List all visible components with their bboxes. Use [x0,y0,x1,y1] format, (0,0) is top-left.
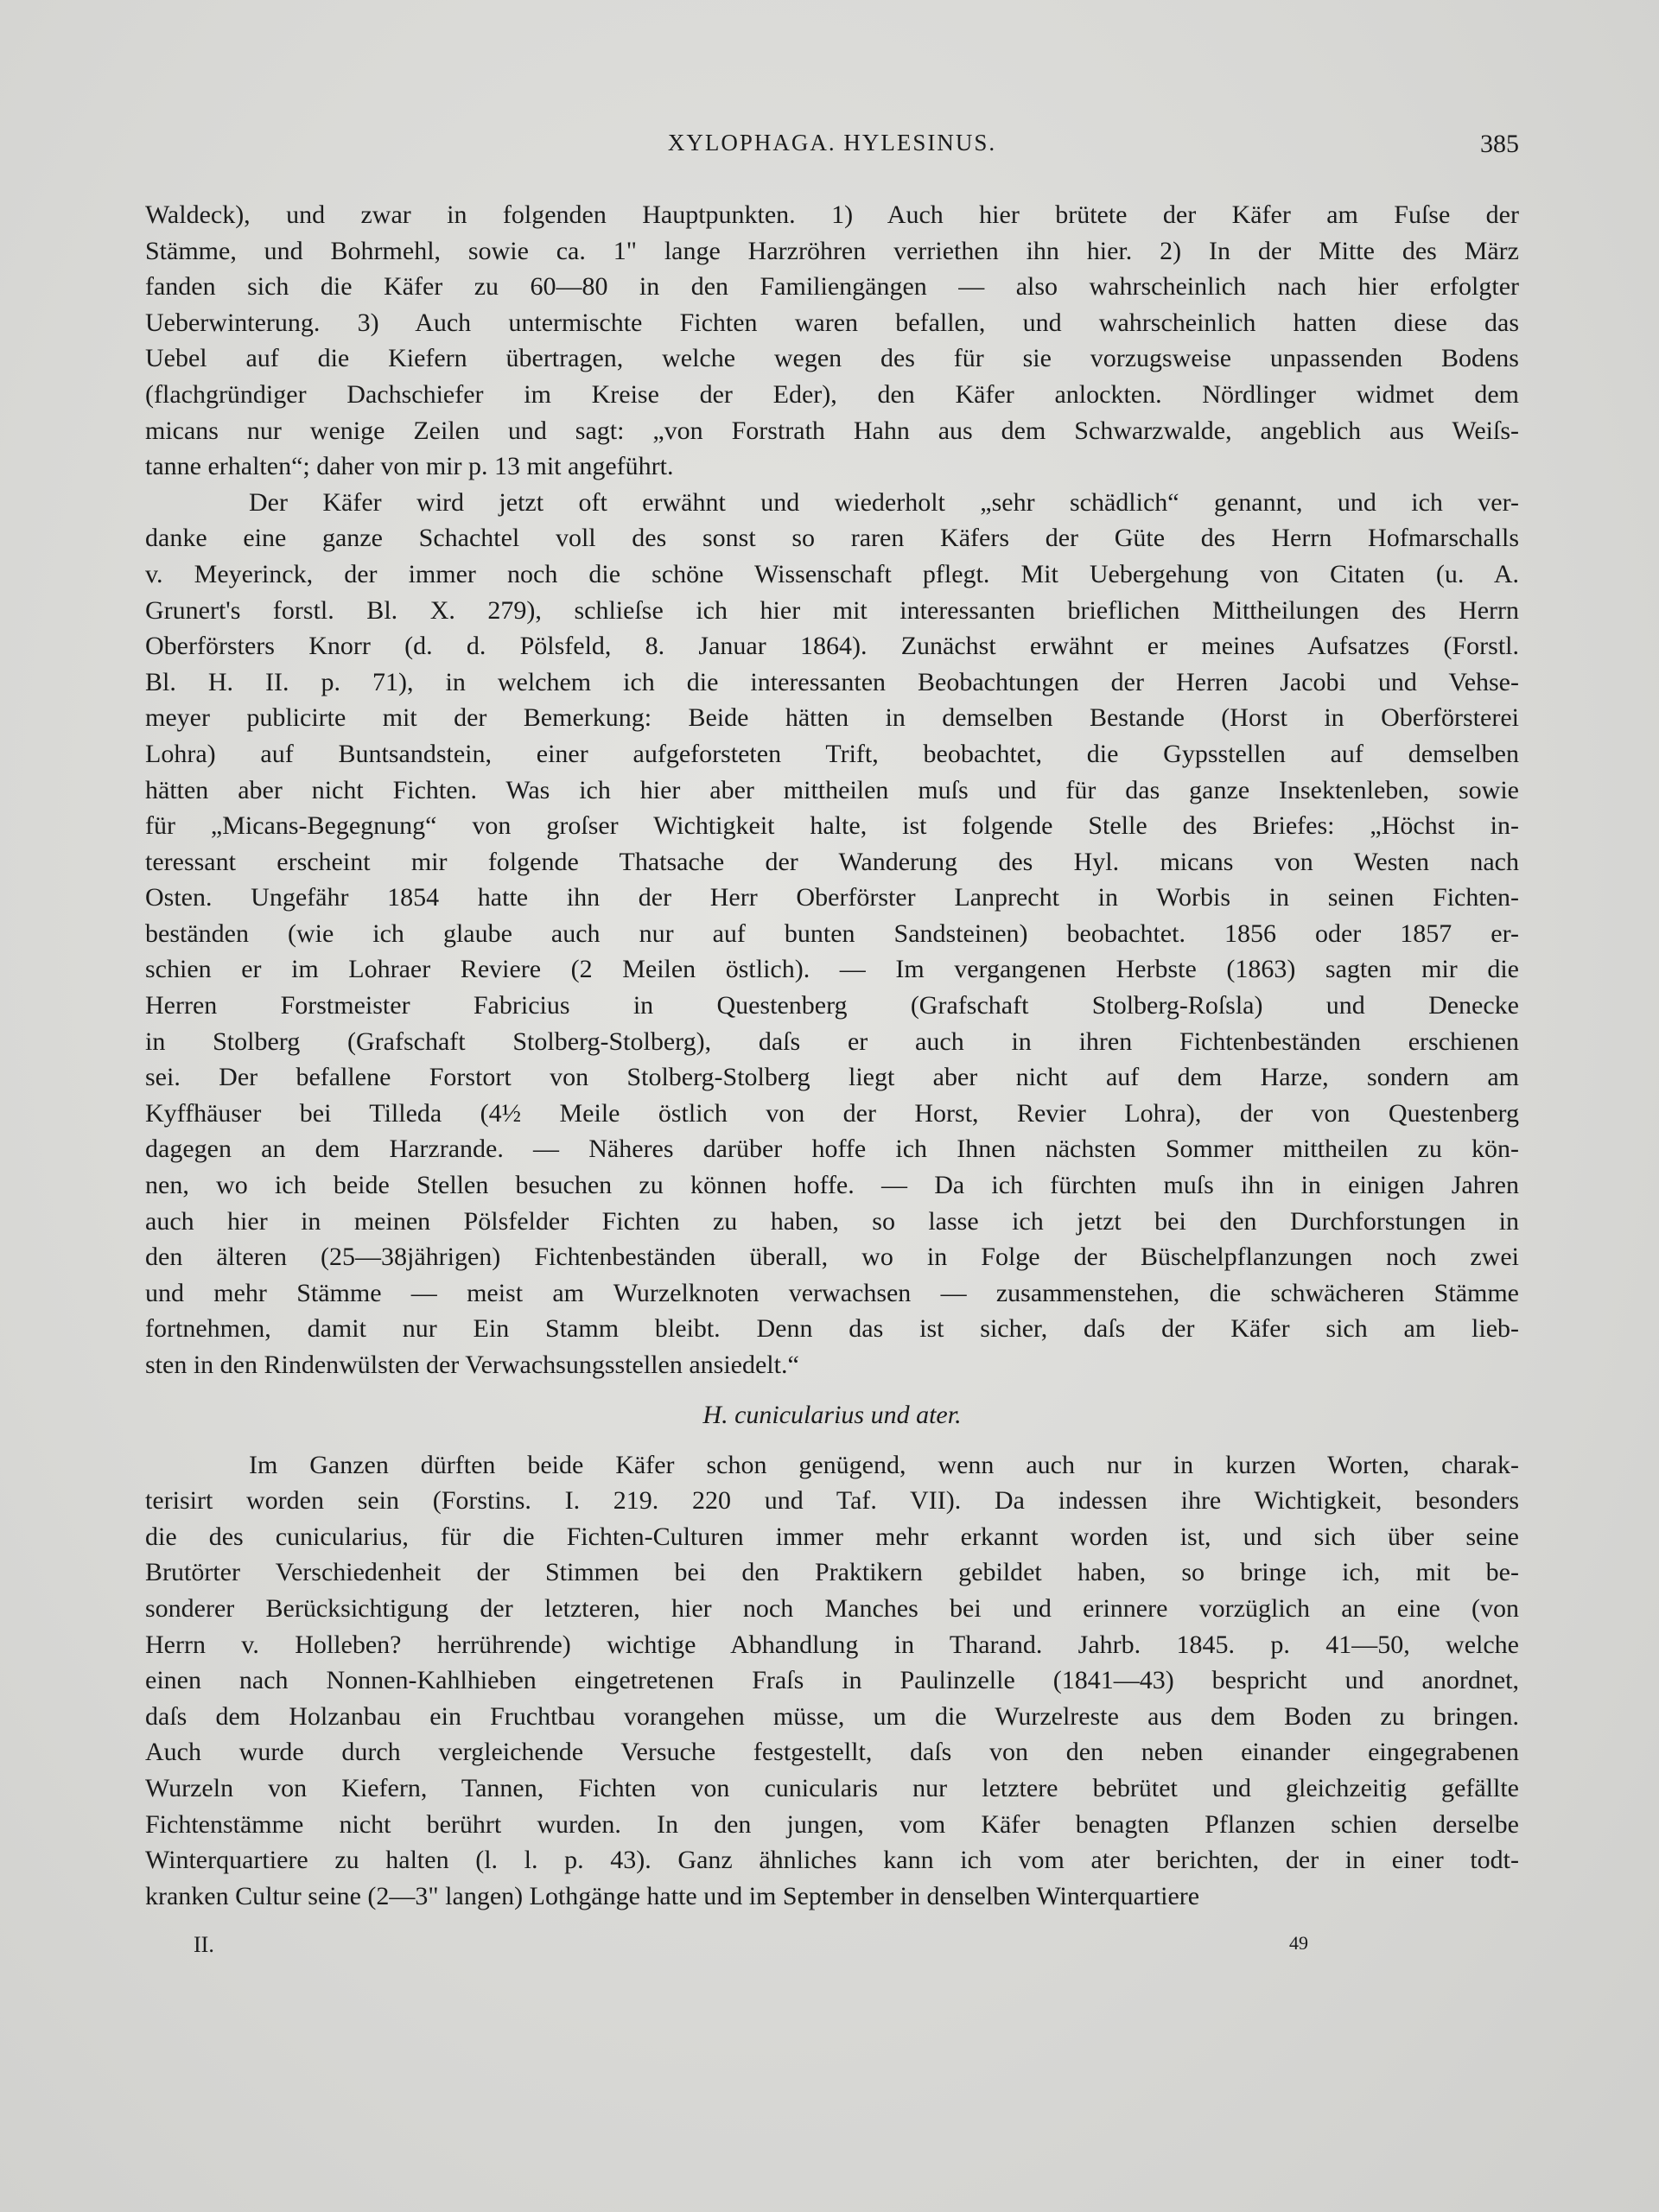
text-line: Herren Forstmeister Fabricius in Questenberg (Grafschaft Stolberg-Roſsla) und Denecke [145,991,1519,1020]
text-line: fanden sich die Käfer zu 60—80 in den Familiengängen — also wahrscheinlich nach hier erfolgter [145,272,1519,302]
text-line: Ueberwinterung. 3) Auch untermischte Fichten waren befallen, und wahrscheinlich hatten diese das [145,308,1519,337]
text-line: (flachgründiger Dachschiefer im Kreise der Eder), den Käfer anlockten. Nördlinger widmet dem [145,379,1519,409]
text-line: sei. Der befallene Forstort von Stolberg-Stolberg liegt aber nicht auf dem Harze, sondern am [145,1063,1519,1092]
text-line: danke eine ganze Schachtel voll des sonst so raren Käfers der Güte des Herrn Hofmarschalls [145,524,1519,553]
text-line: Lohra) auf Buntsandstein, einer aufgeforsteten Trift, beobachtet, die Gypsstellen auf demselben [145,739,1519,768]
sheet-number: 49 [1289,1932,1308,1954]
text-line: fortnehmen, damit nur Ein Stamm bleibt. Denn das ist sicher, daſs der Käfer sich am lieb- [145,1314,1519,1344]
text-line: v. Meyerinck, der immer noch die schöne Wissenschaft pflegt. Mit Uebergehung von Citaten (u. A. [145,559,1519,588]
text-line: tanne erhalten“; daher von mir p. 13 mit angeführt. [145,452,674,481]
text-line: Oberförsters Knorr (d. d. Pölsfeld, 8. Januar 1864). Zunächst erwähnt er meines Aufsatzes (Forstl. [145,632,1519,661]
text-line: Wurzeln von Kiefern, Tannen, Fichten von cunicularis nur letztere bebrütet und gleichzeitig gefällte [145,1773,1519,1802]
text-line: für „Micans-Begegnung“ von groſser Wichtigkeit halte, ist folgende Stelle des Briefes: „Höchst in- [145,811,1519,841]
text-line: Uebel auf die Kiefern übertragen, welche wegen des für sie vorzugsweise unpassenden Bodens [145,344,1519,373]
signature-mark: II. [194,1932,214,1957]
text-line: Osten. Ungefähr 1854 hatte ihn der Herr Oberförster Lanprecht in Worbis in seinen Fichten- [145,883,1519,912]
text-line: hätten aber nicht Fichten. Was ich hier aber mittheilen muſs und für das ganze Insektenleben, sowie [145,775,1519,804]
page-number: 385 [1480,130,1519,158]
running-head: XYLOPHAGA. HYLESINUS. [667,130,997,156]
text-line: Auch wurde durch vergleichende Versuche festgestellt, daſs von den neben einander eingegrabenen [145,1738,1519,1767]
text-line: in Stolberg (Grafschaft Stolberg-Stolberg), daſs er auch in ihren Fichtenbeständen erschienen [145,1027,1519,1056]
section-heading: H. cunicularius und ater. [702,1400,962,1429]
text-line: und mehr Stämme — meist am Wurzelknoten verwachsen — zusammenstehen, die schwächeren Stämme [145,1278,1519,1307]
text-line: sten in den Rindenwülsten der Verwachsungsstellen ansiedelt.“ [145,1351,799,1379]
text-line: Grunert's forstl. Bl. X. 279), schlieſse ich hier mit interessanten brieflichen Mittheilungen des Herrn [145,595,1519,625]
text-line: Fichtenstämme nicht berührt wurden. In den jungen, vom Käfer benagten Pflanzen schien derselbe [145,1809,1519,1839]
paragraph [145,1447,1519,1915]
text-line: Stämme, und Bohrmehl, sowie ca. 1" lange Harzröhren verriethen ihn hier. 2) In der Mitte des März [145,236,1519,265]
paragraph [145,485,1519,1383]
text-line: den älteren (25—38jährigen) Fichtenbeständen überall, wo in Folge der Büschelpflanzungen noch zwei [145,1243,1519,1272]
text-line: terisirt worden sein (Forstins. I. 219. 220 und Taf. VII). Da indessen ihre Wichtigkeit, besonders [145,1486,1519,1516]
text-line: dagegen an dem Harzrande. — Näheres darüber hoffe ich Ihnen nächsten Sommer mittheilen zu kön- [145,1135,1519,1164]
text-line: Waldeck), und zwar in folgenden Hauptpunkten. 1) Auch hier brütete der Käfer am Fuſse der [145,200,1519,229]
text-line: daſs dem Holzanbau ein Fruchtbau vorangehen müsse, um die Wurzelreste aus dem Boden zu bringen. [145,1701,1519,1731]
text-line: Im Ganzen dürften beide Käfer schon genügend, wenn auch nur in kurzen Worten, charak- [249,1450,1519,1479]
text-line: micans nur wenige Zeilen und sagt: „von Forstrath Hahn aus dem Schwarzwalde, angeblich aus Weiſs- [145,416,1519,445]
text-line: die des cunicularius, für die Fichten-Culturen immer mehr erkannt worden ist, und sich über seine [145,1522,1519,1551]
page-footer [194,1932,1308,1967]
text-line: Kyffhäuser bei Tilleda (4½ Meile östlich von der Horst, Revier Lohra), der von Questenberg [145,1098,1519,1128]
page-body [145,197,1519,1914]
text-line: beständen (wie ich glaube auch nur auf bunten Sandsteinen) beobachtet. 1856 oder 1857 er- [145,918,1519,948]
text-line: kranken Cultur seine (2—3" langen) Lothgänge hatte und im September in denselben Winterquartiere [145,1881,1200,1910]
page-header [145,130,1519,169]
text-line: nen, wo ich beide Stellen besuchen zu können hoffe. — Da ich fürchten muſs ihn in einigen Jahren [145,1171,1519,1200]
text-line: einen nach Nonnen-Kahlhieben eingetretenen Fraſs in Paulinzelle (1841—43) bespricht und anordnet, [145,1666,1519,1695]
text-line: Brutörter Verschiedenheit der Stimmen bei den Praktikern gebildet haben, so bringe ich, mit be- [145,1558,1519,1587]
text-line: Herrn v. Holleben? herrührende) wichtige Abhandlung in Tharand. Jahrb. 1845. p. 41—50, welche [145,1630,1519,1659]
text-line: auch hier in meinen Pölsfelder Fichten zu haben, so lasse ich jetzt bei den Durchforstungen in [145,1206,1519,1236]
text-line: Bl. H. II. p. 71), in welchem ich die interessanten Beobachtungen der Herren Jacobi und Vehse- [145,667,1519,696]
text-line: schien er im Lohraer Reviere (2 Meilen östlich). — Im vergangenen Herbste (1863) sagten mir die [145,955,1519,984]
paragraph [145,197,1519,485]
text-line: teressant erscheint mir folgende Thatsache der Wanderung des Hyl. micans von Westen nach [145,847,1519,876]
text-line: sonderer Berücksichtigung der letzteren, hier noch Manches bei und erinnere vorzüglich an eine (von [145,1593,1519,1623]
text-line: Winterquartiere zu halten (l. l. p. 43). Ganz ähnliches kann ich vom ater berichten, der in einer todt- [145,1846,1519,1875]
text-line: Der Käfer wird jetzt oft erwähnt und wiederholt „sehr schädlich“ genannt, und ich ver- [249,487,1519,517]
text-line: meyer publicirte mit der Bemerkung: Beide hätten in demselben Bestande (Horst in Oberförsterei [145,703,1519,733]
